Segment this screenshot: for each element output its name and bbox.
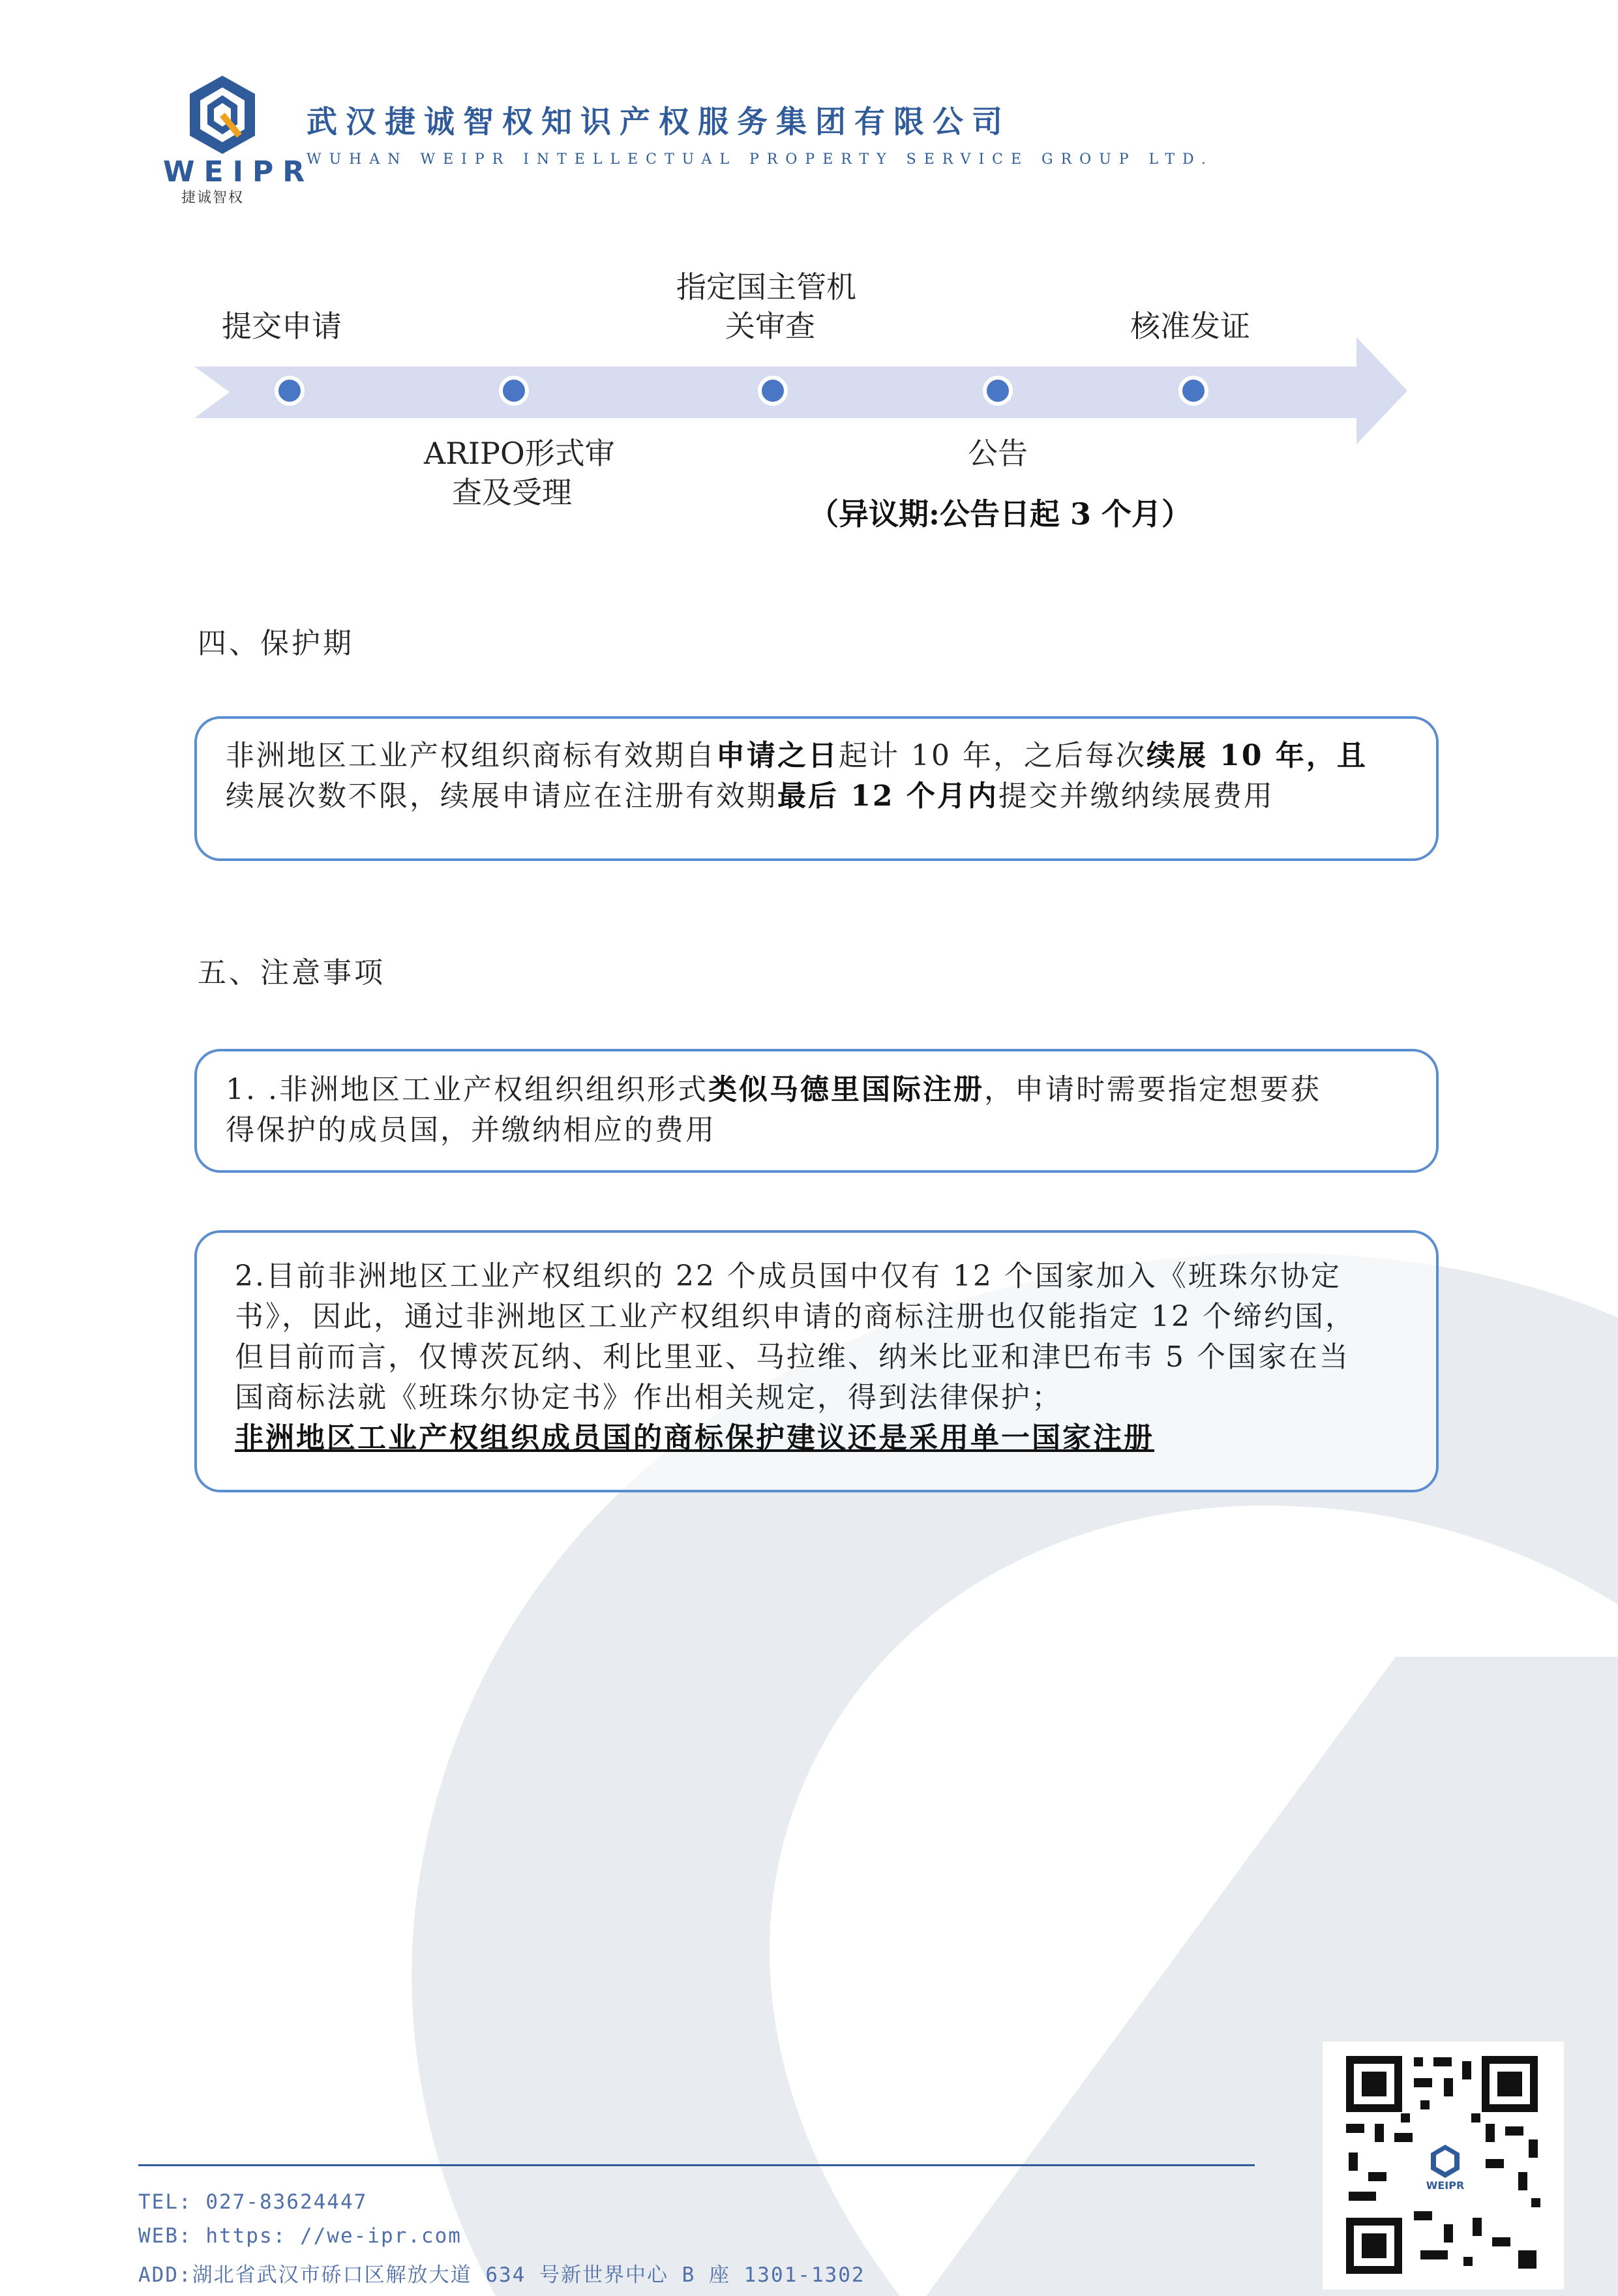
process-dot — [277, 378, 303, 404]
step-submit-application: 提交申请 — [222, 309, 342, 344]
step-approval-certificate: 核准发证 — [1130, 309, 1250, 344]
footer-web: WEB: https: //we-ipr.com — [138, 2224, 462, 2248]
logo-subtext: 捷诚智权 — [181, 190, 245, 206]
footer-tel: TEL: 027-83624447 — [138, 2190, 368, 2214]
footer-divider — [138, 2164, 1255, 2166]
process-dot — [1180, 378, 1206, 404]
protection-period-box — [194, 716, 1439, 861]
qr-code[interactable] — [1323, 2042, 1564, 2289]
company-logo-icon — [185, 73, 260, 157]
step-aripo-formal-review-line1: ARIPO形式审 — [424, 436, 615, 471]
footer-address: ADD:湖北省武汉市硚口区解放大道 634 号新世界中心 B 座 1301-1302 — [138, 2263, 865, 2287]
section-notes-heading: 五、注意事项 — [198, 956, 385, 989]
section-protection-period-heading: 四、保护期 — [198, 627, 354, 660]
note-1-text: 1. .非洲地区工业产权组织组织形式类似马德里国际注册，申请时需要指定想要获 得保护的成员国，并缴纳相应的费用 — [226, 1073, 1321, 1147]
note-2-box — [194, 1230, 1439, 1492]
company-name-cn: 武汉捷诚智权知识产权服务集团有限公司 — [307, 104, 1011, 140]
process-dot — [985, 378, 1011, 404]
step-aripo-formal-review-line2: 查及受理 — [452, 475, 572, 510]
note-1-box — [194, 1049, 1439, 1173]
note-2-emphasis: 非洲地区工业产权组织成员国的商标保护建议还是采用单一国家注册 — [235, 1421, 1154, 1455]
step-publication: 公告 — [968, 436, 1028, 471]
company-name-en: WUHAN WEIPR INTELLECTUAL PROPERTY SERVICE GROUP LTD. — [307, 151, 1214, 168]
process-arrow — [194, 337, 1407, 444]
process-dot — [760, 378, 786, 404]
objection-period-note: （异议期:公告日起 3 个月） — [809, 496, 1192, 532]
step-designated-review-line2: 关审查 — [725, 309, 815, 344]
protection-period-text: 非洲地区工业产权组织商标有效期自申请之日起计 10 年，之后每次续展 10 年，且 续展次数不限，续展申请应在注册有效期最后 12 个月内提交并缴纳续展费用 — [226, 739, 1368, 813]
process-dot — [501, 378, 527, 404]
qr-code-icon — [1323, 2042, 1564, 2289]
step-designated-review-line1: 指定国主管机 — [676, 269, 856, 305]
logo-wordmark: WEIPR — [163, 155, 314, 189]
note-2-text: 2.目前非洲地区工业产权组织的 22 个成员国中仅有 12 个国家加入《班珠尔协定 书》，因此，通过非洲地区工业产权组织申请的商标注册也仅能指定 12 个缔约国， 但目前而言，仅博茨瓦纳、利比里亚、马拉维、纳米比亚和津巴布韦 5 个国家在当 国商标法就《班珠尔协定书》作出相关规定，得到法律保护； 非洲地区工业产权组织成员国的商标保护建议还是采用单一国家注册 — [235, 1256, 1422, 1458]
svg-text:WEIPR: WEIPR — [1426, 2179, 1465, 2192]
